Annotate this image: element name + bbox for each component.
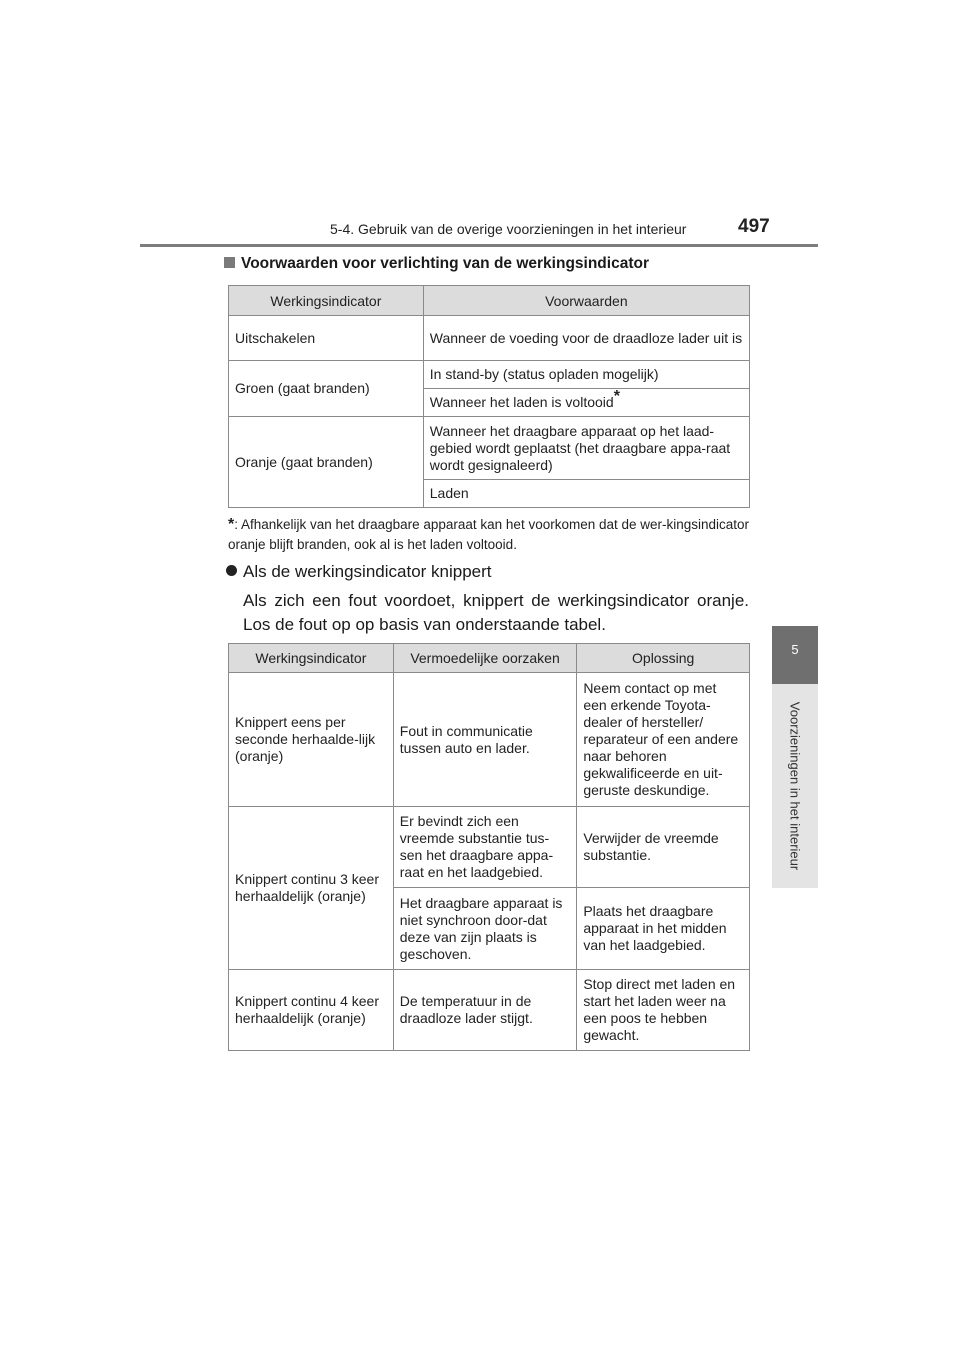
footnote	[228, 515, 750, 555]
indicator-conditions-table	[228, 285, 750, 508]
solution-cell: Plaats het draagbare apparaat in het midden van het laadgebied.	[577, 888, 750, 970]
indicator-cell: Oranje (gaat branden)	[229, 417, 424, 508]
column-header: Vermoedelijke oorzaken	[393, 644, 577, 673]
condition-cell: Laden	[423, 480, 749, 508]
asterisk-mark: *	[613, 388, 620, 405]
condition-cell	[423, 389, 749, 417]
table-row	[229, 361, 750, 389]
table-header-row	[229, 644, 750, 673]
troubleshooting-table	[228, 643, 750, 1051]
section-heading-text: Voorwaarden voor verlichting van de werkingsindicator	[241, 255, 649, 272]
cause-cell: Fout in communicatie tussen auto en lader.	[393, 673, 577, 807]
cause-cell: De temperatuur in de draadloze lader stijgt.	[393, 970, 577, 1051]
indicator-cell: Groen (gaat branden)	[229, 361, 424, 417]
condition-text: Wanneer het laden is voltooid	[429, 394, 614, 410]
footnote-marker: *	[228, 516, 235, 533]
footnote-text: : Afhankelijk van het draagbare apparaat kan het voorkomen dat de wer-kingsindicator oranje blijft branden, ook al is het laden voltooid.	[228, 517, 750, 552]
column-header: Werkingsindicator	[229, 644, 394, 673]
solution-cell: Stop direct met laden en start het laden weer na een poos te hebben gewacht.	[577, 970, 750, 1051]
table-row	[229, 316, 750, 361]
column-header: Voorwaarden	[423, 286, 749, 316]
chapter-label: Voorzieningen in het interieur	[787, 701, 803, 871]
condition-cell: Wanneer de voeding voor de draadloze lader uit is	[423, 316, 749, 361]
table-row	[229, 970, 750, 1051]
cause-cell: Het draagbare apparaat is niet synchroon door-dat deze van zijn plaats is geschoven.	[393, 888, 577, 970]
bullet-paragraph: Als zich een fout voordoet, knippert de werkingsindicator oranje. Los de fout op op basis van onderstaande tabel.	[243, 591, 749, 634]
chapter-number: 5	[791, 642, 799, 657]
square-bullet-icon	[224, 257, 235, 268]
table-row	[229, 807, 750, 888]
table-row	[229, 417, 750, 480]
indicator-cell: Knippert continu 3 keer herhaaldelijk (oranje)	[229, 807, 394, 970]
chapter-tab	[772, 626, 818, 684]
header-rule	[140, 244, 818, 247]
bullet-heading	[226, 562, 492, 582]
condition-cell: In stand-by (status opladen mogelijk)	[423, 361, 749, 389]
table-header-row	[229, 286, 750, 316]
solution-cell: Neem contact op met een erkende Toyota-dealer of hersteller/ reparateur of een andere naar behoren gekwalificeerde en uit-geruste deskundige.	[577, 673, 750, 807]
column-header: Oplossing	[577, 644, 750, 673]
indicator-cell: Knippert continu 4 keer herhaaldelijk (oranje)	[229, 970, 394, 1051]
indicator-cell: Uitschakelen	[229, 316, 424, 361]
cause-cell: Er bevindt zich een vreemde substantie tus-sen het draagbare appa-raat en het laadgebied.	[393, 807, 577, 888]
round-bullet-icon	[226, 565, 237, 576]
bullet-heading-text: Als de werkingsindicator knippert	[243, 562, 492, 581]
page-number: 497	[738, 216, 770, 237]
condition-cell: Wanneer het draagbare apparaat op het laad-gebied wordt geplaatst (het draagbare appa-raat wordt gesignaleerd)	[423, 417, 749, 480]
indicator-cell: Knippert eens per seconde herhaalde-lijk (oranje)	[229, 673, 394, 807]
table-row	[229, 673, 750, 807]
section-title: 5-4. Gebruik van de overige voorzieningen in het interieur	[330, 221, 687, 237]
column-header: Werkingsindicator	[229, 286, 424, 316]
solution-cell: Verwijder de vreemde substantie.	[577, 807, 750, 888]
section-heading	[224, 255, 649, 273]
